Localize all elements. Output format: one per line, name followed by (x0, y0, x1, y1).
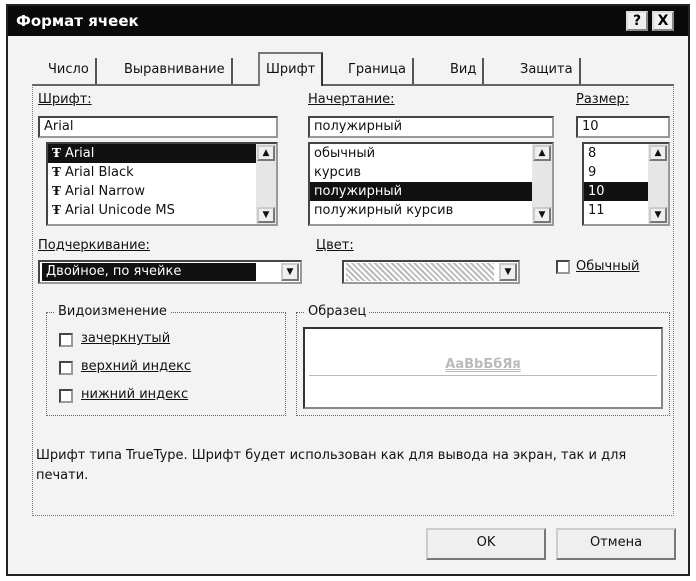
font-style-list[interactable] (308, 142, 554, 226)
scroll-down-icon[interactable]: ▼ (257, 207, 275, 223)
normal-font-label: Обычный (576, 259, 640, 274)
scroll-up-icon[interactable]: ▲ (533, 145, 551, 161)
color-select[interactable] (342, 260, 520, 284)
scroll-down-icon[interactable]: ▼ (649, 207, 667, 223)
font-size-list[interactable] (582, 142, 670, 226)
style-label: Начертание: (308, 92, 395, 107)
color-swatch (346, 263, 494, 281)
close-button[interactable]: X (652, 11, 674, 31)
preview-group (296, 304, 670, 416)
superscript-label: верхний индекс (81, 359, 192, 374)
baseline-divider (309, 375, 657, 376)
subscript-checkbox[interactable] (59, 389, 73, 403)
effects-group-title: Видоизменение (55, 304, 170, 319)
color-label: Цвет: (316, 238, 354, 253)
truetype-font-icon: Ŧ (52, 146, 61, 160)
normal-font-checkbox[interactable] (556, 260, 570, 274)
scroll-up-icon[interactable]: ▲ (649, 145, 667, 161)
tab-number[interactable]: Число (42, 58, 97, 84)
font-name-field[interactable]: Arial (38, 116, 278, 138)
tab-font[interactable]: Шрифт (258, 52, 323, 86)
truetype-font-icon: Ŧ (52, 165, 61, 179)
format-cells-dialog (6, 4, 690, 576)
list-item[interactable]: Ŧ Arial Unicode MS (52, 203, 175, 218)
chevron-down-icon[interactable]: ▼ (499, 263, 517, 281)
truetype-font-icon: Ŧ (52, 184, 61, 198)
list-item[interactable]: курсив (314, 165, 362, 180)
list-item[interactable]: 10 (584, 182, 668, 201)
list-item[interactable]: обычный (314, 146, 376, 161)
list-item[interactable]: Ŧ Arial Narrow (52, 184, 145, 199)
title-bar (8, 6, 688, 36)
style-list-scrollbar[interactable] (532, 144, 552, 224)
tab-view[interactable]: Вид (444, 58, 484, 84)
list-item[interactable]: полужирный курсив (314, 203, 454, 218)
ok-button[interactable]: OK (426, 528, 546, 560)
preview-text: АаВbБбЯя (445, 357, 521, 372)
help-button[interactable]: ? (626, 11, 648, 31)
chevron-down-icon[interactable]: ▼ (281, 263, 299, 281)
tab-alignment[interactable]: Выравнивание (118, 58, 233, 84)
underline-label: Подчеркивание: (38, 238, 150, 253)
list-item[interactable]: полужирный (310, 182, 552, 201)
list-item[interactable]: Ŧ Arial Black (52, 165, 134, 180)
font-label: Шрифт: (38, 92, 92, 107)
superscript-checkbox[interactable] (59, 361, 73, 375)
preview-box (303, 327, 663, 409)
list-item[interactable]: Ŧ Arial (48, 144, 276, 163)
size-list-scrollbar[interactable] (648, 144, 668, 224)
tab-protection[interactable]: Защита (514, 58, 581, 84)
strikethrough-checkbox[interactable] (59, 333, 73, 347)
effects-group (46, 304, 286, 416)
tab-border[interactable]: Граница (342, 58, 414, 84)
truetype-font-icon: Ŧ (52, 203, 61, 217)
font-list[interactable] (46, 142, 278, 226)
size-label: Размер: (576, 92, 630, 107)
cancel-button[interactable]: Отмена (556, 528, 676, 560)
scroll-down-icon[interactable]: ▼ (533, 207, 551, 223)
list-item[interactable]: 11 (588, 203, 605, 218)
list-item[interactable]: 9 (588, 165, 597, 180)
scroll-up-icon[interactable]: ▲ (257, 145, 275, 161)
font-list-scrollbar[interactable] (256, 144, 276, 224)
underline-select[interactable] (38, 260, 302, 284)
list-item[interactable]: 8 (588, 146, 597, 161)
font-size-field[interactable]: 10 (576, 116, 670, 138)
subscript-label: нижний индекс (81, 387, 189, 402)
font-style-field[interactable]: полужирный (308, 116, 554, 138)
dialog-title: Формат ячеек (16, 12, 139, 30)
strikethrough-label: зачеркнутый (81, 331, 171, 346)
font-info-text: Шрифт типа TrueType. Шрифт будет использован как для вывода на экран, так и для печати. (36, 448, 627, 483)
preview-group-title: Образец (305, 304, 369, 319)
underline-select-value: Двойное, по ячейке (42, 263, 256, 281)
